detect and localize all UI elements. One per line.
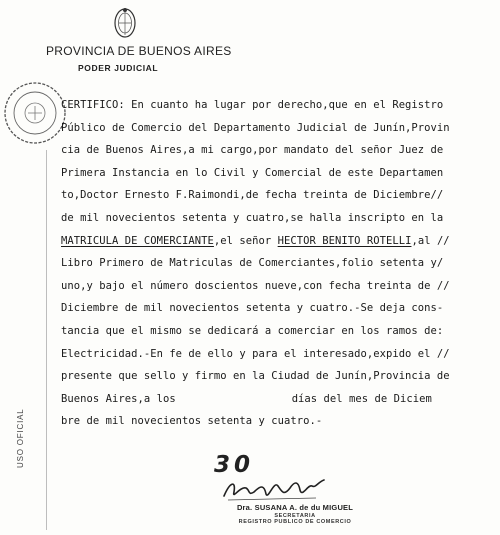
- body-line-14: [61, 388, 500, 411]
- line7-tail: ,al //: [411, 234, 450, 247]
- province-heading: PROVINCIA DE BUENOS AIRES: [46, 44, 232, 58]
- body-line-13: presente que sello y firmo en la Ciudad de Junín,Provincia de: [61, 370, 450, 383]
- body-line-4: Primera Instancia en lo Civil y Comercial de este Departamen: [61, 166, 444, 179]
- coat-of-arms-icon: [112, 6, 138, 40]
- body-line-9: uno,y bajo el número doscientos nueve,con fecha treinta de //: [61, 279, 450, 292]
- body-line-1: CERTIFICO: En cuanto ha lugar por derecho,que en el Registro: [61, 99, 444, 111]
- body-line-11: tancia que el mismo se dedicará a comerciar en los ramos de:: [61, 324, 444, 337]
- side-label: USO OFICIAL: [16, 408, 25, 468]
- body-line-5: to,Doctor Ernesto F.Raimondi,de fecha treinta de Diciembre//: [61, 189, 444, 202]
- judicial-heading: PODER JUDICIAL: [78, 63, 159, 73]
- body-line-8: Libro Primero de Matriculas de Comerciantes,folio setenta y/: [61, 257, 444, 270]
- signer-role: SECRETARIA: [274, 513, 316, 519]
- handwritten-day: 30: [214, 452, 255, 478]
- handwritten-signature: [220, 474, 330, 504]
- body-line-3: cia de Buenos Aires,a mi cargo,por mandato del señor Juez de: [61, 144, 444, 157]
- registration-type: MATRICULA DE COMERCIANTE: [61, 234, 214, 247]
- signer-name: Dra. SUSANA A. de du MIGUEL: [236, 503, 354, 512]
- line7-mid: ,el señor: [213, 234, 278, 247]
- merchant-name: HECTOR BENITO ROTELLI: [277, 234, 412, 247]
- body-line-12: Electricidad.-En fe de ello y para el interesado,expido el //: [61, 347, 450, 360]
- body-line-2: Público de Comercio del Departamento Judicial de Junín,Provin: [61, 121, 450, 134]
- margin-rule: [46, 150, 47, 530]
- date-suffix: días del mes de Diciem: [291, 392, 432, 405]
- body-line-15: bre de mil novecientos setenta y cuatro.-: [61, 415, 323, 428]
- body-line-7: [61, 230, 500, 253]
- official-seal-icon: [2, 80, 68, 146]
- date-prefix: Buenos Aires,a los: [61, 392, 176, 405]
- body-line-10: Diciembre de mil novecientos setenta y cuatro.-Se deja cons-: [61, 302, 444, 315]
- signer-office: REGISTRO PUBLICO DE COMERCIO: [238, 519, 352, 525]
- body-line-6: de mil novecientos setenta y cuatro,se halla inscripto en la: [61, 211, 444, 224]
- signer-block: [200, 503, 390, 525]
- certificate-body: [61, 94, 500, 433]
